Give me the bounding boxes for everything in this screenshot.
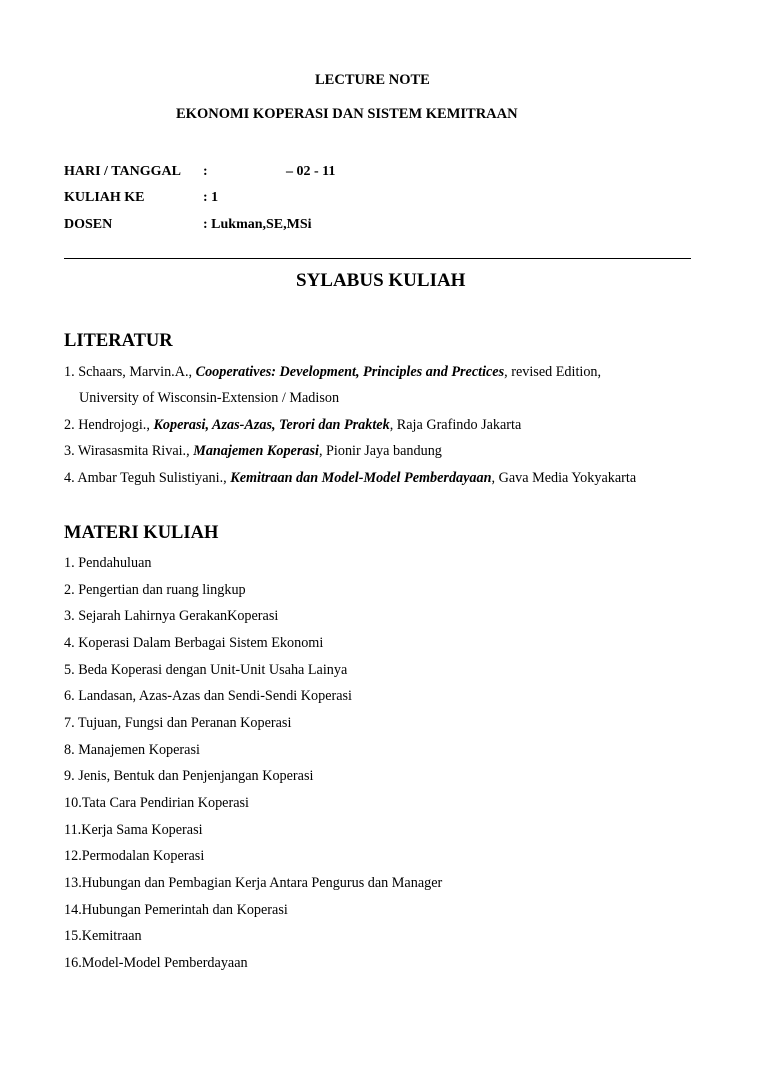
lecturer-value: : Lukman,SE,MSi xyxy=(203,217,312,232)
date-colon: : xyxy=(203,164,208,179)
materi-item: 9. Jenis, Bentuk dan Penjenjangan Koperasi xyxy=(64,768,314,784)
materi-item: 1. Pendahuluan xyxy=(64,555,152,571)
lecture-value: : 1 xyxy=(203,190,219,205)
literature-item-prefix: 1. Schaars, Marvin.A., xyxy=(64,364,196,380)
literature-heading: LITERATUR xyxy=(64,331,173,351)
literature-item-prefix: 3. Wirasasmita Rivai., xyxy=(64,443,194,459)
horizontal-rule xyxy=(64,258,691,259)
literature-item xyxy=(64,443,442,460)
literature-item-suffix: , Gava Media Yokyakarta xyxy=(491,470,637,486)
materi-item: 11.Kerja Sama Koperasi xyxy=(64,822,203,838)
date-label: HARI / TANGGAL xyxy=(64,164,181,179)
syllabus-title: SYLABUS KULIAH xyxy=(296,270,466,291)
course-title: EKONOMI KOPERASI DAN SISTEM KEMITRAAN xyxy=(176,106,518,122)
materi-item: 12.Permodalan Koperasi xyxy=(64,848,205,864)
literature-item xyxy=(64,470,636,487)
materi-item: 5. Beda Koperasi dengan Unit-Unit Usaha Lainya xyxy=(64,662,348,678)
materi-item: 7. Tujuan, Fungsi dan Peranan Koperasi xyxy=(64,715,292,731)
materi-item: 14.Hubungan Pemerintah dan Koperasi xyxy=(64,902,288,918)
literature-item xyxy=(64,417,521,434)
lecture-note-title: LECTURE NOTE xyxy=(315,72,430,88)
literature-item-suffix: , revised Edition, xyxy=(504,364,602,380)
literature-item-title: Manajemen Koperasi xyxy=(193,443,319,459)
materi-heading: MATERI KULIAH xyxy=(64,523,219,543)
literature-item-suffix: , Pionir Jaya bandung xyxy=(318,443,442,459)
materi-item: 6. Landasan, Azas-Azas dan Sendi-Sendi Koperasi xyxy=(64,688,353,704)
literature-item-suffix: , Raja Grafindo Jakarta xyxy=(389,417,522,433)
date-value: – 02 - 11 xyxy=(286,164,336,179)
literature-item-title: Cooperatives: Development, Principles and Prectices xyxy=(195,364,505,380)
literature-item-continuation: University of Wisconsin-Extension / Madison xyxy=(79,390,340,406)
materi-item: 2. Pengertian dan ruang lingkup xyxy=(64,582,246,598)
literature-item xyxy=(64,364,601,381)
materi-item: 16.Model-Model Pemberdayaan xyxy=(64,955,248,971)
literature-item-prefix: 4. Ambar Teguh Sulistiyani., xyxy=(64,470,231,486)
materi-item: 10.Tata Cara Pendirian Koperasi xyxy=(64,795,249,811)
literature-item-title: Kemitraan dan Model-Model Pemberdayaan xyxy=(230,470,492,486)
materi-item: 8. Manajemen Koperasi xyxy=(64,742,200,758)
materi-item: 3. Sejarah Lahirnya GerakanKoperasi xyxy=(64,608,279,624)
lecturer-label: DOSEN xyxy=(64,217,113,232)
materi-item: 13.Hubungan dan Pembagian Kerja Antara Pengurus dan Manager xyxy=(64,875,443,891)
literature-item-prefix: 2. Hendrojogi., xyxy=(64,417,154,433)
lecture-label: KULIAH KE xyxy=(64,190,145,205)
materi-item: 15.Kemitraan xyxy=(64,928,142,944)
literature-item-title: Koperasi, Azas-Azas, Terori dan Praktek xyxy=(153,417,390,433)
materi-item: 4. Koperasi Dalam Berbagai Sistem Ekonomi xyxy=(64,635,324,651)
